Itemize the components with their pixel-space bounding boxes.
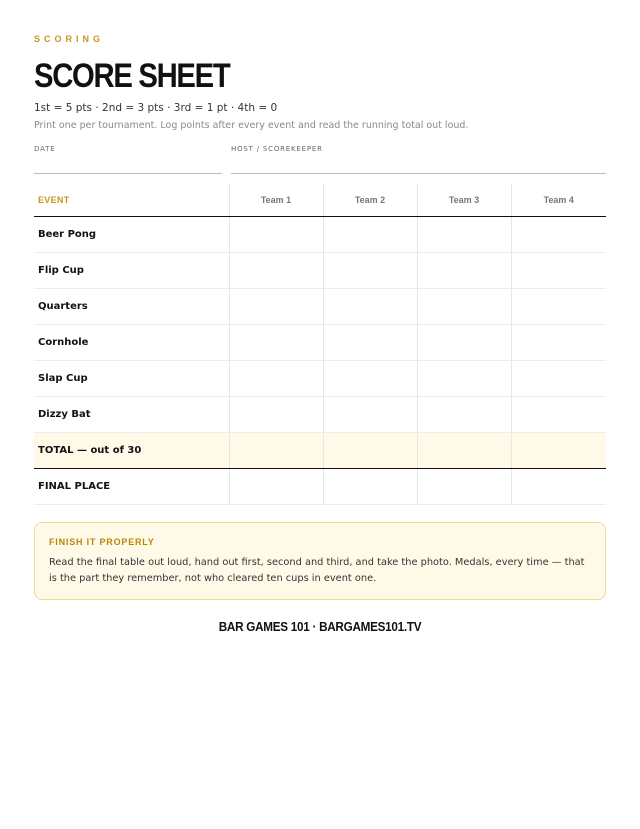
score-cell[interactable] bbox=[417, 217, 511, 253]
event-name: Slap Cup bbox=[34, 361, 229, 397]
score-cell[interactable] bbox=[229, 325, 323, 361]
score-cell[interactable] bbox=[323, 289, 417, 325]
final-place-row bbox=[34, 469, 606, 505]
callout-title: FINISH IT PROPERLY bbox=[49, 537, 155, 547]
place-cell[interactable] bbox=[323, 469, 417, 505]
table-row bbox=[34, 253, 606, 289]
table-row bbox=[34, 289, 606, 325]
place-cell[interactable] bbox=[229, 469, 323, 505]
finish-callout bbox=[34, 522, 606, 600]
score-cell[interactable] bbox=[229, 217, 323, 253]
score-cell[interactable] bbox=[511, 253, 606, 289]
score-cell[interactable] bbox=[511, 217, 606, 253]
table-row bbox=[34, 397, 606, 433]
footer-brand: BAR GAMES 101 · BARGAMES101.TV bbox=[218, 619, 422, 634]
score-cell[interactable] bbox=[323, 217, 417, 253]
host-input-line[interactable] bbox=[231, 157, 606, 174]
event-name: Beer Pong bbox=[34, 217, 229, 253]
total-cell[interactable] bbox=[511, 433, 606, 469]
event-name: Cornhole bbox=[34, 325, 229, 361]
total-label: TOTAL — out of 30 bbox=[34, 433, 229, 469]
table-row bbox=[34, 361, 606, 397]
table-row bbox=[34, 325, 606, 361]
place-cell[interactable] bbox=[511, 469, 606, 505]
score-cell[interactable] bbox=[511, 325, 606, 361]
team-3-header: Team 3 bbox=[417, 184, 511, 217]
score-cell[interactable] bbox=[323, 253, 417, 289]
team-4-header: Team 4 bbox=[511, 184, 606, 217]
date-label: DATE bbox=[34, 145, 56, 153]
score-cell[interactable] bbox=[511, 289, 606, 325]
score-cell[interactable] bbox=[417, 325, 511, 361]
score-cell[interactable] bbox=[229, 397, 323, 433]
score-cell[interactable] bbox=[323, 397, 417, 433]
score-cell[interactable] bbox=[417, 361, 511, 397]
total-row bbox=[34, 433, 606, 469]
event-name: Flip Cup bbox=[34, 253, 229, 289]
event-name: Quarters bbox=[34, 289, 229, 325]
score-cell[interactable] bbox=[323, 361, 417, 397]
event-name: Dizzy Bat bbox=[34, 397, 229, 433]
table-header-row bbox=[34, 184, 606, 217]
score-cell[interactable] bbox=[511, 361, 606, 397]
event-column-header: EVENT bbox=[34, 184, 229, 217]
score-cell[interactable] bbox=[417, 253, 511, 289]
score-cell[interactable] bbox=[229, 361, 323, 397]
points-rule: 1st = 5 pts · 2nd = 3 pts · 3rd = 1 pt · 4th = 0 bbox=[34, 102, 278, 114]
team-2-header: Team 2 bbox=[323, 184, 417, 217]
section-eyebrow: SCORING bbox=[34, 34, 105, 44]
host-field bbox=[231, 145, 606, 174]
total-cell[interactable] bbox=[229, 433, 323, 469]
score-cell[interactable] bbox=[417, 397, 511, 433]
date-input-line[interactable] bbox=[34, 157, 222, 174]
final-place-label: FINAL PLACE bbox=[34, 469, 229, 505]
page-title: SCORE SHEET bbox=[34, 57, 230, 95]
total-cell[interactable] bbox=[417, 433, 511, 469]
score-cell[interactable] bbox=[323, 325, 417, 361]
table-row bbox=[34, 217, 606, 253]
callout-text: Read the final table out loud, hand out first, second and third, and take the photo. Medals, every time — that is the part they remember, not who cleared ten cups in event one. bbox=[49, 557, 585, 584]
score-cell[interactable] bbox=[229, 253, 323, 289]
score-cell[interactable] bbox=[417, 289, 511, 325]
team-1-header: Team 1 bbox=[229, 184, 323, 217]
place-cell[interactable] bbox=[417, 469, 511, 505]
host-label: HOST / SCOREKEEPER bbox=[231, 145, 323, 153]
date-field bbox=[34, 145, 222, 174]
score-cell[interactable] bbox=[229, 289, 323, 325]
instructions-text: Print one per tournament. Log points after every event and read the running total out loud. bbox=[34, 120, 469, 131]
total-cell[interactable] bbox=[323, 433, 417, 469]
score-cell[interactable] bbox=[511, 397, 606, 433]
score-table bbox=[34, 184, 606, 505]
